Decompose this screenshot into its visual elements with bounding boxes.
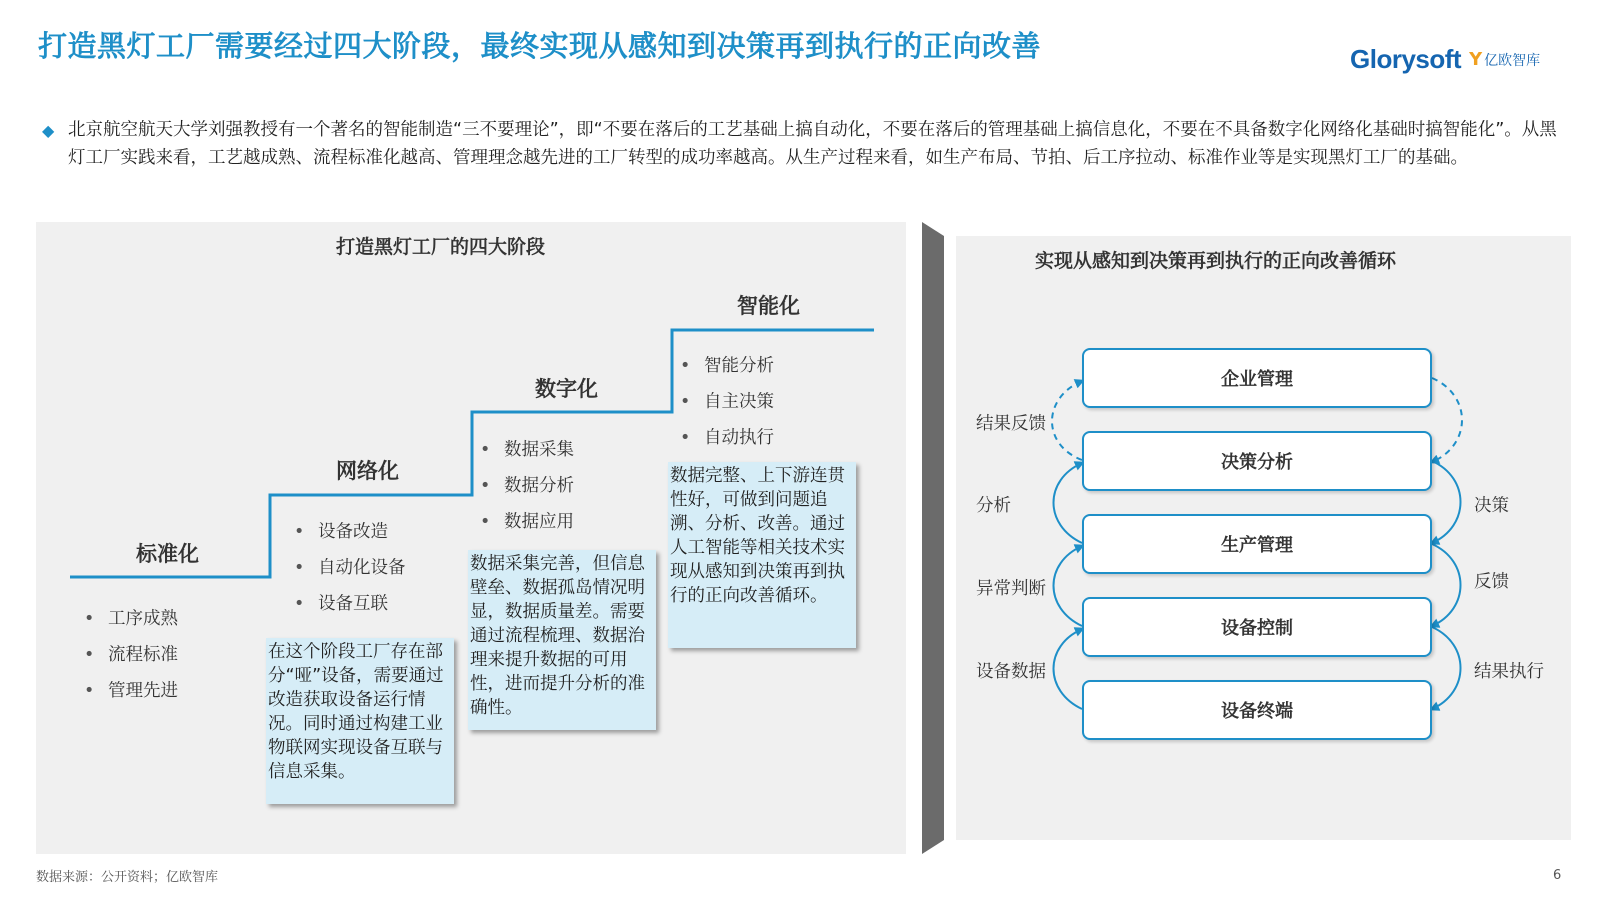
box-decision-analysis: 决策分析	[1082, 431, 1432, 491]
label-feedback: 反馈	[1474, 572, 1509, 592]
label-decision: 决策	[1474, 496, 1509, 516]
list-item: • 自主决策	[680, 384, 774, 420]
stage-digitalization-note: 数据采集完善，但信息壁垒、数据孤岛情况明显，数据质量差。需要通过流程梳理、数据治理来提升数据的可用性，进而提升分析的准确性。	[468, 550, 656, 730]
stages-panel-title: 打造黑灯工厂的四大阶段	[336, 236, 546, 258]
glorysoft-logo: Glorysoft	[1350, 44, 1462, 74]
box-equipment-control: 设备控制	[1082, 597, 1432, 657]
list-item: • 设备互联	[294, 586, 406, 622]
list-item: • 数据应用	[480, 504, 574, 540]
label-anomaly-judgment: 异常判断	[976, 579, 1046, 599]
box-enterprise-management: 企业管理	[1082, 348, 1432, 408]
list-item: • 管理先进	[84, 673, 178, 709]
intro-paragraph	[42, 116, 1562, 172]
list-item: • 数据分析	[480, 468, 574, 504]
list-item: • 流程标准	[84, 637, 178, 673]
stage-intelligence-list	[680, 348, 774, 456]
list-item: • 自动执行	[680, 420, 774, 456]
label-result-execution: 结果执行	[1474, 662, 1544, 682]
stage-standardization-title: 标准化	[136, 542, 199, 566]
yiou-logo-text: 亿欧智库	[1484, 52, 1541, 69]
page-title: 打造黑灯工厂需要经过四大阶段，最终实现从感知到决策再到执行的正向改善	[38, 29, 1042, 63]
intro-text: 北京航空航天大学刘强教授有一个著名的智能制造“三不要理论”，即“不要在落后的工艺基础上搞自动化，不要在落后的管理基础上搞信息化，不要在不具备数字化网络化基础时搞智能化”。从黑灯工厂实践来看，工艺越成熟、流程标准化越高、管理理念越先进的工厂转型的成功率越高。从生产过程来看，如生产布局、节拍、后工序拉动、标准作业等是实现黑灯工厂的基础。	[68, 120, 1557, 168]
label-result-feedback: 结果反馈	[976, 414, 1046, 434]
stage-networking-list	[294, 514, 406, 622]
page-number: 6	[1553, 868, 1562, 883]
list-item: • 自动化设备	[294, 550, 406, 586]
list-item: • 设备改造	[294, 514, 406, 550]
stage-intelligence-title: 智能化	[737, 294, 800, 318]
box-equipment-terminal: 设备终端	[1082, 680, 1432, 740]
cycle-panel-title: 实现从感知到决策再到执行的正向改善循环	[1035, 250, 1397, 272]
list-item: • 智能分析	[680, 348, 774, 384]
stage-intelligence-note: 数据完整、上下游连贯性好，可做到问题追溯、分析、改善。通过人工智能等相关技术实现从感知到决策再到执行的正向改善循环。	[668, 462, 856, 648]
data-source: 数据来源：公开资料；亿欧智库	[36, 870, 219, 885]
box-production-management: 生产管理	[1082, 514, 1432, 574]
yiou-logo-icon: Y	[1469, 49, 1483, 70]
stage-digitalization-title: 数字化	[535, 377, 598, 401]
list-item: • 工序成熟	[84, 601, 178, 637]
panel-divider	[922, 222, 944, 854]
list-item: • 数据采集	[480, 432, 574, 468]
label-analysis: 分析	[976, 496, 1011, 516]
stage-standardization-list	[84, 601, 178, 709]
stage-networking-title: 网络化	[336, 459, 399, 483]
logo	[1350, 44, 1540, 75]
stage-networking-note: 在这个阶段工厂存在部分“哑”设备，需要通过改造获取设备运行情况。同时通过构建工业物联网实现设备互联与信息采集。	[266, 638, 454, 804]
yiou-logo	[1469, 49, 1540, 70]
label-device-data: 设备数据	[976, 662, 1046, 682]
diamond-bullet-icon: ◆	[42, 121, 55, 140]
stage-digitalization-list	[480, 432, 574, 540]
